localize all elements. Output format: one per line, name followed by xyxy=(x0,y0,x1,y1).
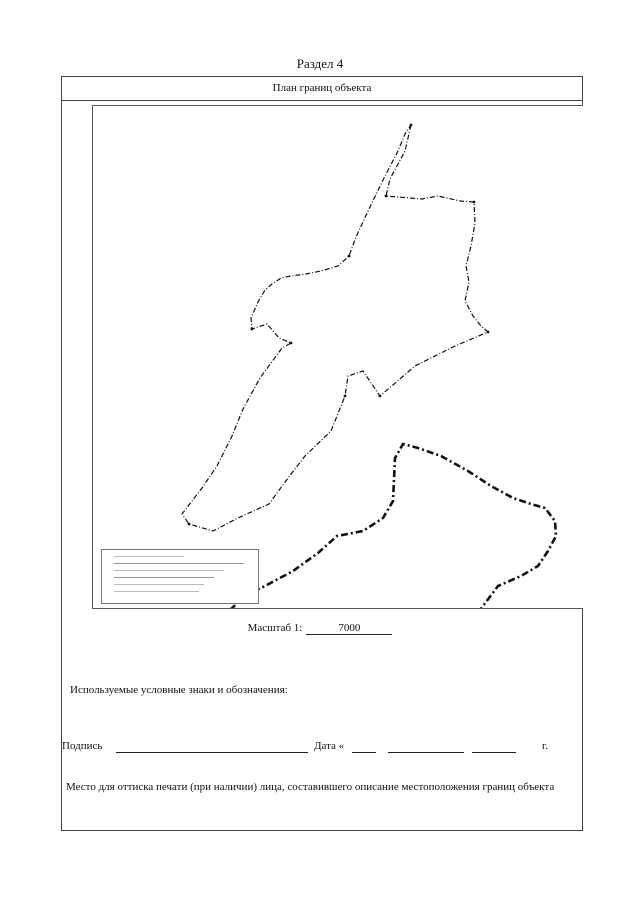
date-label: Дата « xyxy=(314,740,345,752)
year-suffix: г. xyxy=(542,740,549,752)
scale-value: 7000 xyxy=(306,622,392,635)
scale-label: Масштаб 1: xyxy=(247,622,303,634)
section-title: Раздел 4 xyxy=(296,56,344,71)
boundary-map xyxy=(92,105,583,609)
map-legend-box xyxy=(101,549,259,604)
adjacent-boundary-line xyxy=(230,444,556,609)
boundary-map-drawing xyxy=(93,106,583,609)
date-day-line[interactable] xyxy=(352,740,376,753)
signature-label: Подпись xyxy=(62,740,103,752)
object-boundary-line xyxy=(182,125,488,531)
scale-row xyxy=(0,622,640,635)
legend-label: Используемые условные знаки и обозначения: xyxy=(70,684,288,696)
signature-line[interactable] xyxy=(116,740,308,753)
boundary-point-marks xyxy=(188,124,490,526)
plan-header: План границ объекта xyxy=(62,77,582,101)
date-month-line[interactable] xyxy=(388,740,464,753)
stamp-place-text: Место для оттиска печати (при наличии) лица, составившего описание местоположения границ объекта xyxy=(66,781,555,793)
date-year-line[interactable] xyxy=(472,740,516,753)
